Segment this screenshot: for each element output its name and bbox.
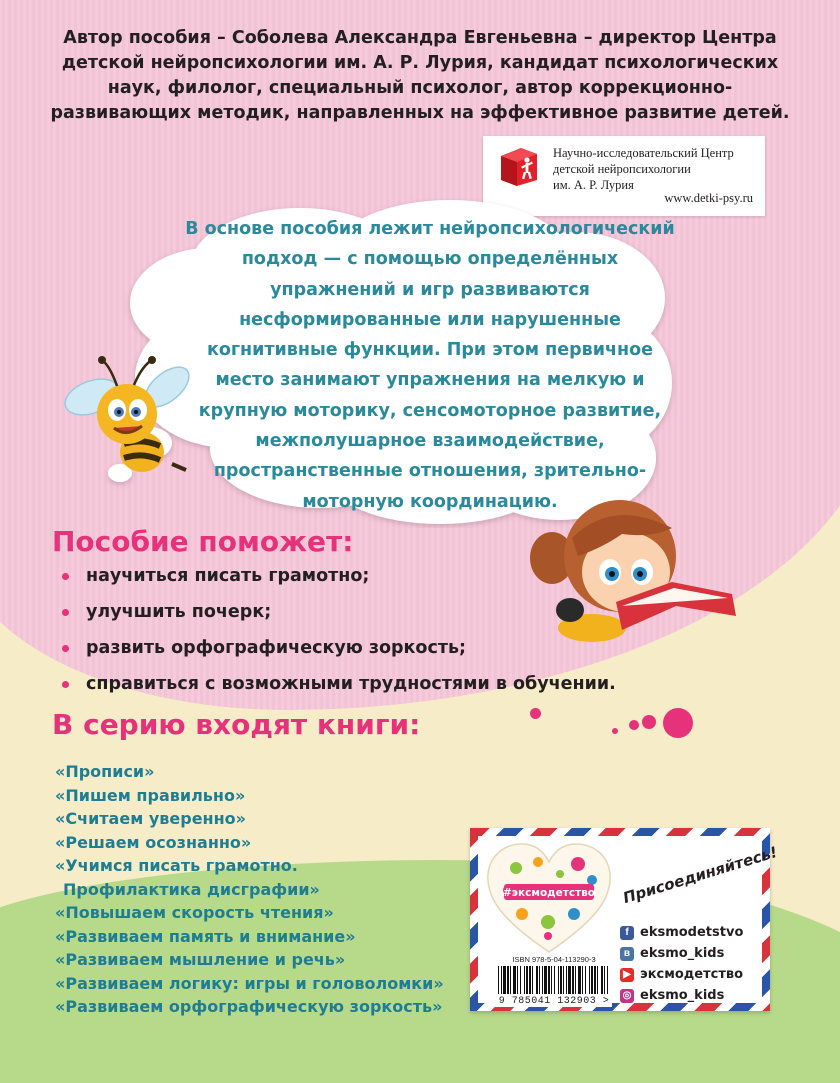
barcode (492, 955, 612, 1007)
list-item: развить орфографическую зоркость; (60, 634, 616, 670)
postcard (470, 828, 780, 1011)
list-item: справиться с возможными трудностями в обучении. (60, 670, 616, 706)
list-item: «Повышаем скорость чтения» (55, 903, 334, 922)
list-item: «Развиваем мышление и речь» (55, 950, 346, 969)
list-item: улучшить почерк; (60, 598, 616, 634)
decor-dot (530, 708, 541, 719)
cloud-text: В основе пособия лежит нейропсихологический подход — с помощью определённых упражнений и игр развиваются несформированные или нарушенные когнитивные функции. При этом первичное место занимают упражнения на мелкую и крупную моторику, сенсомоторное развитие, межполушарное взаимодействие, пространственные отношения, зрительно-моторную координацию. (185, 219, 675, 512)
center-url: www.detki-psy.ru (664, 191, 753, 205)
bee-illustration (62, 352, 200, 484)
social-instagram[interactable]: ◎ eksmo_kids (620, 985, 743, 1006)
center-logo-icon (497, 144, 541, 188)
list-item: Профилактика дисграфии» (63, 879, 320, 899)
help-list (60, 562, 616, 706)
list-item: «Развиваем память и внимание» (55, 926, 356, 946)
list-item: «Прописи» (55, 762, 155, 781)
instagram-icon: ◎ (620, 989, 634, 1003)
vk-icon: в (620, 947, 634, 961)
social-youtube[interactable]: ▶ эксмодетство (620, 964, 743, 985)
author-info: Автор пособия – Соболева Александра Евгеньевна – директор Центра детской нейропсихологии им. А. Р. Лурия, кандидат психологических наук, филолог, специальный психолог, автор коррекционно-развивающих методик, направленных на эффективное развитие детей. (50, 28, 790, 123)
postcard-inner (478, 836, 780, 1007)
social-facebook[interactable]: f eksmodetstvo (620, 922, 743, 943)
series-title: В серию входят книги: (52, 708, 421, 741)
heart-icon (482, 840, 616, 958)
decor-dot (629, 720, 639, 730)
list-item: научиться писать грамотно; (60, 562, 616, 598)
list-item: «Развиваем орфографическую зоркость» (55, 997, 443, 1016)
hashtag: #эксмодетство (502, 887, 596, 899)
help-title: Пособие поможет: (52, 525, 354, 558)
youtube-icon: ▶ (620, 968, 634, 982)
social-vk[interactable]: в eksmo_kids (620, 943, 743, 964)
facebook-icon: f (620, 926, 634, 940)
list-item: «Решаем осознанно» (55, 832, 252, 852)
barcode-bars (492, 966, 616, 996)
center-name: Научно-исследовательский Центр детской нейропсихологии им. А. Р. Лурия (553, 146, 734, 192)
join-text: Присоединяйтесь! (620, 842, 780, 908)
decor-dot (642, 715, 656, 729)
list-item: «Считаем уверенно» (55, 809, 246, 828)
book-list (55, 760, 444, 1019)
list-item: «Учимся писать грамотно. (55, 856, 298, 875)
isbn: ISBN 978-5-04-113290-3 (512, 955, 596, 964)
barcode-number: 9 785041 132903 > (498, 996, 610, 1007)
decor-dot (663, 708, 693, 738)
list-item: «Пишем правильно» (55, 785, 246, 805)
social-list (620, 922, 743, 1006)
decor-dot (612, 728, 618, 734)
list-item: «Развиваем логику: игры и головоломки» (55, 973, 444, 993)
